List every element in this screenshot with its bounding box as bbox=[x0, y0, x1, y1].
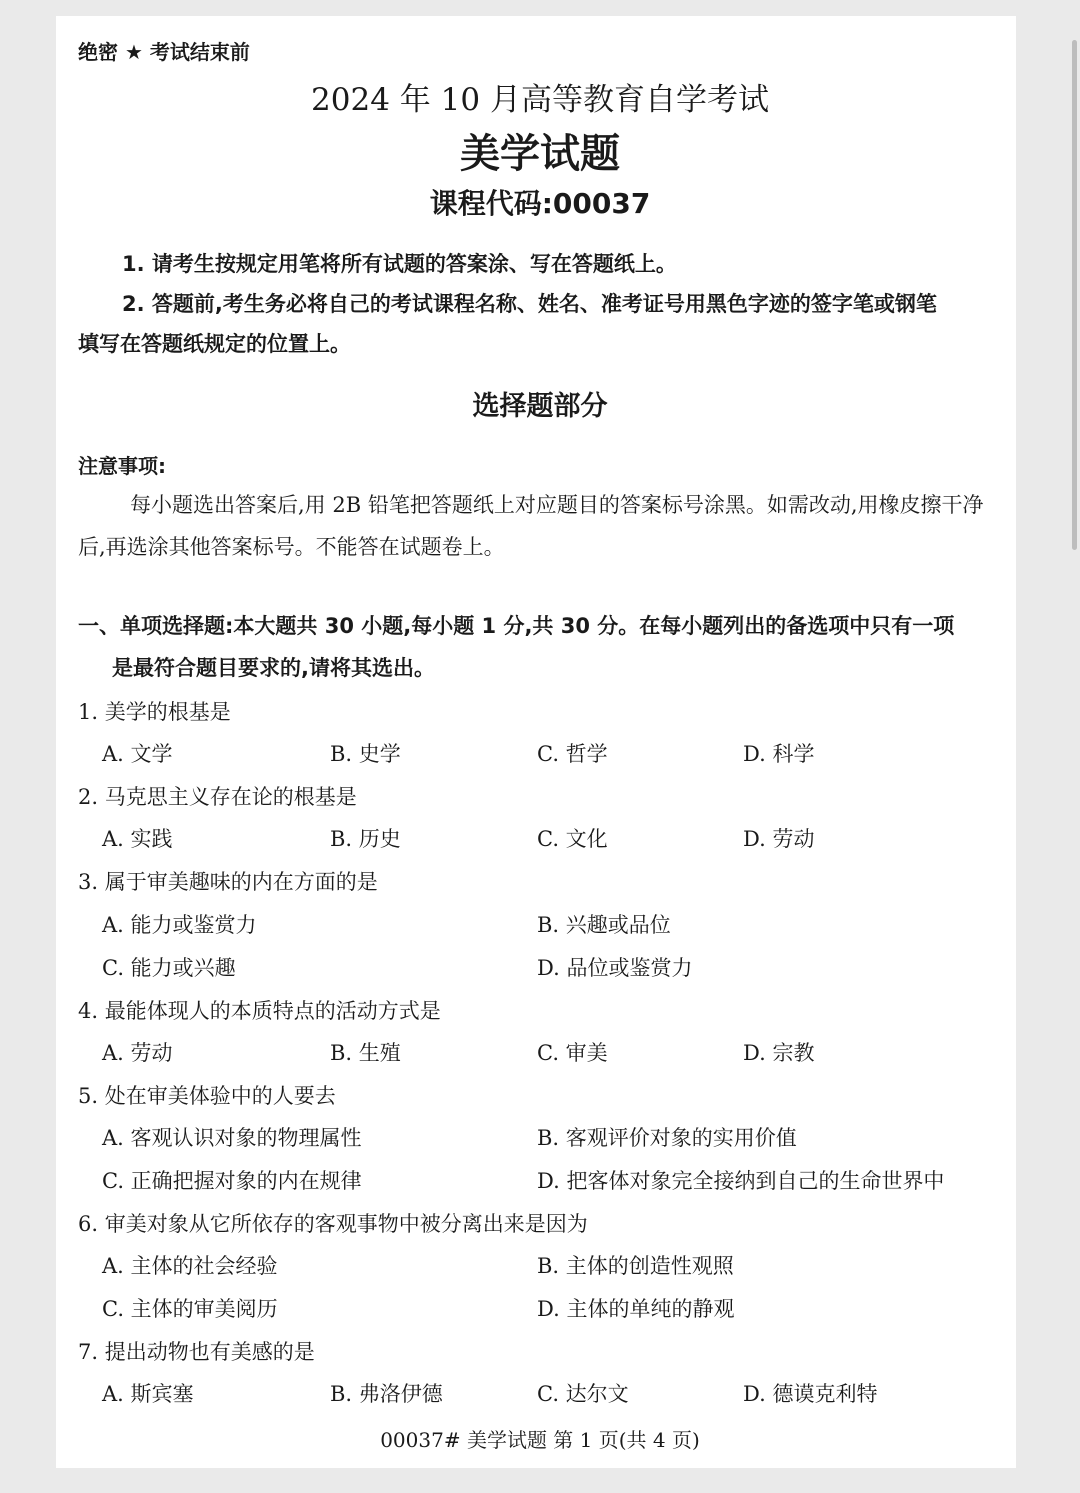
q7-option-c: C. 达尔文 bbox=[537, 1382, 629, 1406]
q7-option-d: D. 德谟克利特 bbox=[743, 1382, 878, 1406]
question-6: 6. 审美对象从它所依存的客观事物中被分离出来是因为 bbox=[78, 1212, 588, 1236]
q6-option-a: A. 主体的社会经验 bbox=[102, 1254, 278, 1278]
instruction-2: 2. 答题前,考生务必将自己的考试课程名称、姓名、准考证号用黑色字迹的签字笔或钢笔 bbox=[122, 292, 937, 316]
q1-option-d: D. 科学 bbox=[743, 742, 815, 766]
q4-option-a: A. 劳动 bbox=[102, 1041, 173, 1065]
q7-option-a: A. 斯宾塞 bbox=[102, 1382, 194, 1406]
q5-option-c: C. 正确把握对象的内在规律 bbox=[102, 1169, 362, 1193]
q6-option-c: C. 主体的审美阅历 bbox=[102, 1297, 278, 1321]
question-1: 1. 美学的根基是 bbox=[78, 700, 231, 724]
q4-option-d: D. 宗教 bbox=[743, 1041, 815, 1065]
q1-option-c: C. 哲学 bbox=[537, 742, 608, 766]
course-code: 课程代码:00037 bbox=[429, 187, 651, 220]
q5-option-a: A. 客观认识对象的物理属性 bbox=[102, 1126, 362, 1150]
q2-option-a: A. 实践 bbox=[102, 827, 173, 851]
question-4: 4. 最能体现人的本质特点的活动方式是 bbox=[78, 999, 441, 1023]
q5-option-d: D. 把客体对象完全接纳到自己的生命世界中 bbox=[537, 1169, 945, 1193]
q4-option-b: B. 生殖 bbox=[330, 1041, 401, 1065]
question-2: 2. 马克思主义存在论的根基是 bbox=[78, 785, 357, 809]
q3-option-b: B. 兴趣或品位 bbox=[537, 913, 671, 937]
q2-option-b: B. 历史 bbox=[330, 827, 401, 851]
q1-option-a: A. 文学 bbox=[102, 742, 173, 766]
q1-option-b: B. 史学 bbox=[330, 742, 401, 766]
question-7: 7. 提出动物也有美感的是 bbox=[78, 1340, 315, 1364]
q5-option-b: B. 客观评价对象的实用价值 bbox=[537, 1126, 797, 1150]
q7-option-b: B. 弗洛伊德 bbox=[330, 1382, 443, 1406]
subject-title: 美学试题 bbox=[460, 131, 620, 177]
q4-option-c: C. 审美 bbox=[537, 1041, 608, 1065]
page-footer: 00037# 美学试题 第 1 页(共 4 页) bbox=[380, 1428, 700, 1452]
part-one-heading-cont: 是最符合题目要求的,请将其选出。 bbox=[112, 656, 435, 680]
notes-body: 每小题选出答案后,用 2B 铅笔把答题纸上对应题目的答案标号涂黑。如需改动,用橡皮擦干净后,再选涂其他答案标号。不能答在试题卷上。 bbox=[78, 493, 984, 559]
part-one-heading: 一、单项选择题:本大题共 30 小题,每小题 1 分,共 30 分。在每小题列出的备选项中只有一项 bbox=[78, 614, 955, 638]
notes-heading: 注意事项: bbox=[78, 454, 166, 478]
confidential-label: 绝密 ★ 考试结束前 bbox=[78, 40, 250, 64]
q2-option-c: C. 文化 bbox=[537, 827, 608, 851]
q2-option-d: D. 劳动 bbox=[743, 827, 815, 851]
q6-option-b: B. 主体的创造性观照 bbox=[537, 1254, 734, 1278]
question-5: 5. 处在审美体验中的人要去 bbox=[78, 1084, 336, 1108]
q3-option-c: C. 能力或兴趣 bbox=[102, 956, 236, 980]
question-3: 3. 属于审美趣味的内在方面的是 bbox=[78, 870, 378, 894]
instruction-1: 1. 请考生按规定用笔将所有试题的答案涂、写在答题纸上。 bbox=[122, 252, 677, 276]
exam-title: 2024 年 10 月高等教育自学考试 bbox=[311, 82, 769, 118]
q3-option-a: A. 能力或鉴赏力 bbox=[102, 913, 257, 937]
q6-option-d: D. 主体的单纯的静观 bbox=[537, 1297, 735, 1321]
instruction-2-cont: 填写在答题纸规定的位置上。 bbox=[78, 332, 351, 356]
section-title: 选择题部分 bbox=[472, 391, 608, 422]
q3-option-d: D. 品位或鉴赏力 bbox=[537, 956, 693, 980]
